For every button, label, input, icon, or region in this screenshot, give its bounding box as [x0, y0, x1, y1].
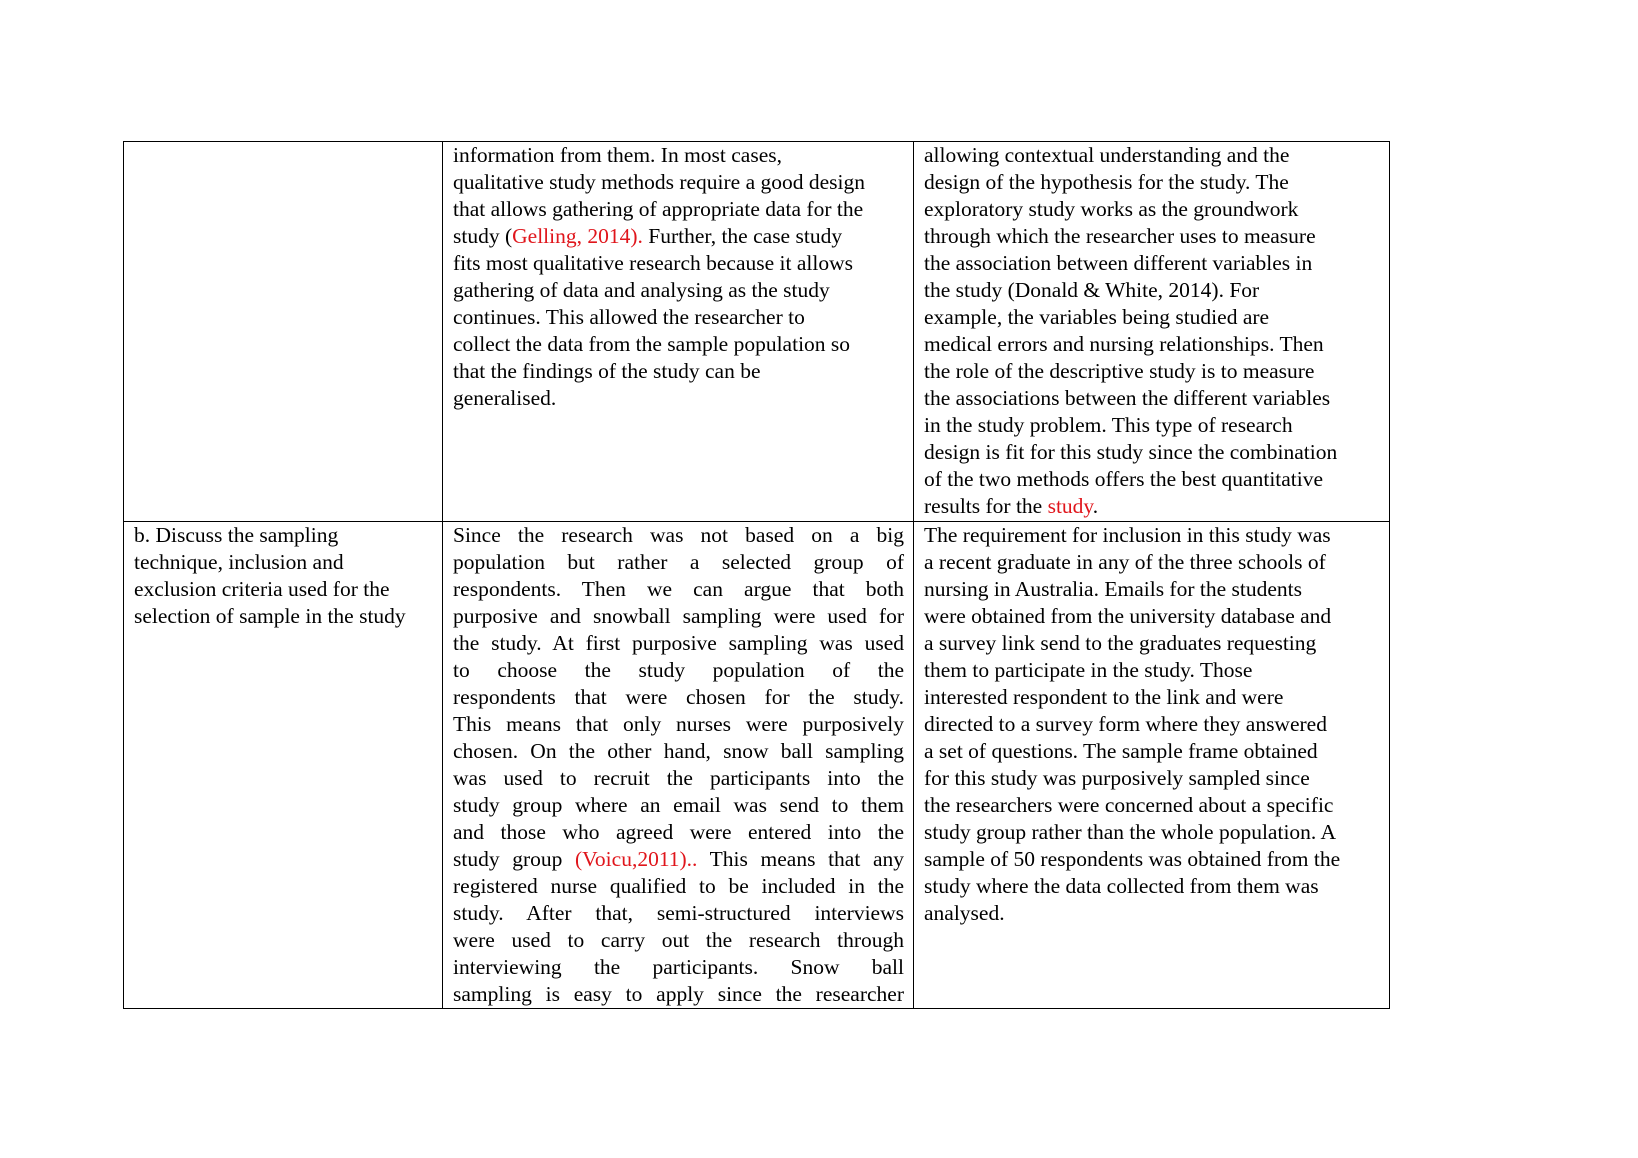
text-line: [453, 846, 904, 873]
question-line: b. Discuss the sampling: [134, 523, 339, 547]
text-line: a recent graduate in any of the three schools of: [924, 550, 1326, 574]
text-line: exploratory study works as the groundwork: [924, 197, 1299, 221]
text-line: chosen. On the other hand, snow ball sampling: [453, 739, 904, 763]
text-line: analysed.: [924, 901, 1005, 925]
text-line: qualitative study methods require a good design: [453, 170, 865, 194]
text-fragment: This means that any: [697, 847, 905, 871]
text-line: population but rather a selected group of: [453, 550, 904, 574]
text-line: respondents that were chosen for the study.: [453, 685, 904, 709]
text-line: sample of 50 respondents was obtained from the: [924, 847, 1341, 871]
text-line: interviewing the participants. Snow ball: [453, 955, 904, 979]
text-fragment: study (: [453, 224, 513, 248]
citation: (Voicu,2011)..: [575, 847, 698, 871]
text-line: was used to recruit the participants into the: [453, 766, 904, 790]
text-line: them to participate in the study. Those: [924, 658, 1253, 682]
text-line: study where the data collected from them was: [924, 874, 1319, 898]
content-table: [123, 141, 1390, 1009]
text-line: example, the variables being studied are: [924, 305, 1270, 329]
text-line: and those who agreed were entered into the: [453, 820, 904, 844]
text-line: [453, 223, 904, 250]
text-line: The requirement for inclusion in this study was: [924, 523, 1331, 547]
text-line: to choose the study population of the: [453, 658, 904, 682]
text-line: design is fit for this study since the combination: [924, 440, 1338, 464]
text-line: were obtained from the university database and: [924, 604, 1332, 628]
row1-critique-cell: [914, 142, 1390, 522]
text-line: through which the researcher uses to measure: [924, 224, 1316, 248]
text-line: a survey link send to the graduates requesting: [924, 631, 1317, 655]
text-line: interested respondent to the link and were: [924, 685, 1284, 709]
text-line: allowing contextual understanding and the: [924, 143, 1290, 167]
text-line: information from them. In most cases,: [453, 143, 782, 167]
text-line: the association between different variables in: [924, 251, 1313, 275]
table-row: [124, 142, 1390, 522]
text-fragment: study group: [453, 847, 576, 871]
text-line: medical errors and nursing relationships. Then: [924, 332, 1324, 356]
text-fragment: results for the: [924, 494, 1048, 518]
text-line: study. After that, semi-structured interviews: [453, 901, 904, 925]
text-line: directed to a survey form where they answered: [924, 712, 1327, 736]
text-line: that allows gathering of appropriate data for the: [453, 197, 864, 221]
text-line: the associations between the different variables: [924, 386, 1331, 410]
text-line: gathering of data and analysing as the study: [453, 278, 830, 302]
question-line: exclusion criteria used for the: [134, 577, 390, 601]
text-line: nursing in Australia. Emails for the students: [924, 577, 1302, 601]
text-fragment: .: [1092, 494, 1099, 518]
text-line: for this study was purposively sampled since: [924, 766, 1310, 790]
row2-critique-cell: [914, 522, 1390, 1009]
question-line: selection of sample in the study: [134, 604, 406, 628]
table-row: [124, 522, 1390, 1009]
text-line: respondents. Then we can argue that both: [453, 577, 904, 601]
text-line: This means that only nurses were purposively: [453, 712, 904, 736]
text-line: generalised.: [453, 386, 557, 410]
text-line: were used to carry out the research through: [453, 928, 904, 952]
row1-question-cell: [124, 142, 443, 522]
text-fragment: Further, the case study: [642, 224, 843, 248]
row1-discussion-cell: [443, 142, 914, 522]
text-line: continues. This allowed the researcher to: [453, 305, 805, 329]
text-line: study group where an email was send to them: [453, 793, 904, 817]
text-line: sampling is easy to apply since the researcher: [453, 982, 904, 1006]
citation: Gelling, 2014).: [512, 224, 643, 248]
citation: study: [1047, 494, 1093, 518]
text-line: Since the research was not based on a big: [453, 523, 904, 547]
text-line: collect the data from the sample population so: [453, 332, 851, 356]
text-line: a set of questions. The sample frame obtained: [924, 739, 1318, 763]
text-line: purposive and snowball sampling were used for: [453, 604, 904, 628]
text-line: design of the hypothesis for the study. The: [924, 170, 1289, 194]
text-line: [924, 493, 1380, 520]
text-line: the role of the descriptive study is to measure: [924, 359, 1315, 383]
question-line: technique, inclusion and: [134, 550, 344, 574]
text-line: the researchers were concerned about a specific: [924, 793, 1334, 817]
text-line: that the findings of the study can be: [453, 359, 761, 383]
row2-discussion-cell: [443, 522, 914, 1009]
text-line: the study (Donald & White, 2014). For: [924, 278, 1260, 302]
text-line: in the study problem. This type of research: [924, 413, 1293, 437]
text-line: registered nurse qualified to be included in the: [453, 874, 904, 898]
text-line: fits most qualitative research because it allows: [453, 251, 854, 275]
text-line: of the two methods offers the best quantitative: [924, 467, 1324, 491]
text-line: the study. At first purposive sampling was used: [453, 631, 904, 655]
row2-question-cell: [124, 522, 443, 1009]
text-line: study group rather than the whole population. A: [924, 820, 1337, 844]
